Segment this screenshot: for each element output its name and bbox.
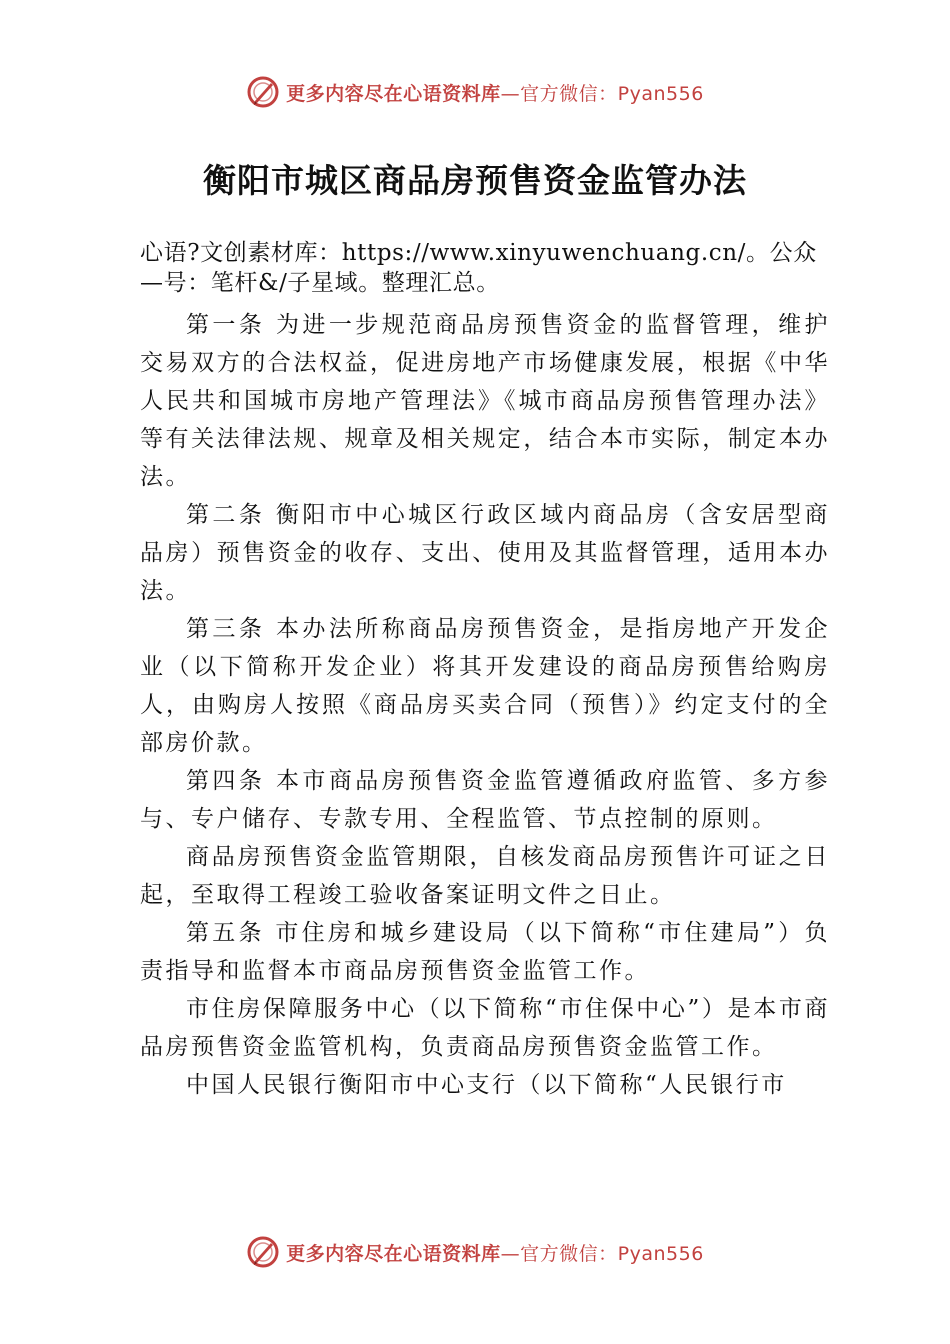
document-body — [140, 238, 830, 1104]
paragraph-article-4: 第四条 本市商品房预售资金监管遵循政府监管、多方参与、专户储存、专款专用、全程监管、节点控制的原则。 — [140, 768, 830, 832]
paragraph-housing-center: 市住房保障服务中心（以下简称“市住保中心”）是本市商品房预售资金监管机构，负责商品房预售资金监管工作。 — [140, 996, 830, 1060]
footer-banner — [0, 1230, 950, 1274]
paragraph-article-3: 第三条 本办法所称商品房预售资金，是指房地产开发企业（以下简称开发企业）将其开发建设的商品房预售给购房人，由购房人按照《商品房买卖合同（预售）》约定支付的全部房价款。 — [140, 616, 830, 756]
source-note: 心语?文创素材库：https://www.xinyuwenchuang.cn/。公众—号：笔杆&/子星域。整理汇总。 — [140, 240, 817, 296]
document-title: 衡阳市城区商品房预售资金监管办法 — [203, 161, 747, 200]
banner-text: 更多内容尽在心语资料库—官方微信：Pyan556 — [286, 82, 704, 105]
paragraph-article-5: 第五条 市住房和城乡建设局（以下简称“市住建局”）负责指导和监督本市商品房预售资金监管工作。 — [140, 920, 830, 984]
pen-circle-logo-icon — [246, 75, 280, 109]
header-banner — [0, 70, 950, 114]
paragraph-article-1: 第一条 为进一步规范商品房预售资金的监督管理，维护交易双方的合法权益，促进房地产市场健康发展，根据《中华人民共和国城市房地产管理法》《城市商品房预售管理办法》等有关法律法规、规章及相关规定，结合本市实际，制定本办法。 — [140, 312, 830, 490]
paragraph-article-2: 第二条 衡阳市中心城区行政区域内商品房（含安居型商品房）预售资金的收存、支出、使用及其监督管理，适用本办法。 — [140, 502, 830, 604]
paragraph-supervision-period: 商品房预售资金监管期限，自核发商品房预售许可证之日起，至取得工程竣工验收备案证明文件之日止。 — [140, 844, 830, 908]
pen-circle-logo-icon — [246, 1235, 280, 1269]
banner-text: 更多内容尽在心语资料库—官方微信：Pyan556 — [286, 1242, 704, 1265]
paragraph-peoples-bank: 中国人民银行衡阳市中心支行（以下简称“人民银行市 — [186, 1072, 787, 1098]
